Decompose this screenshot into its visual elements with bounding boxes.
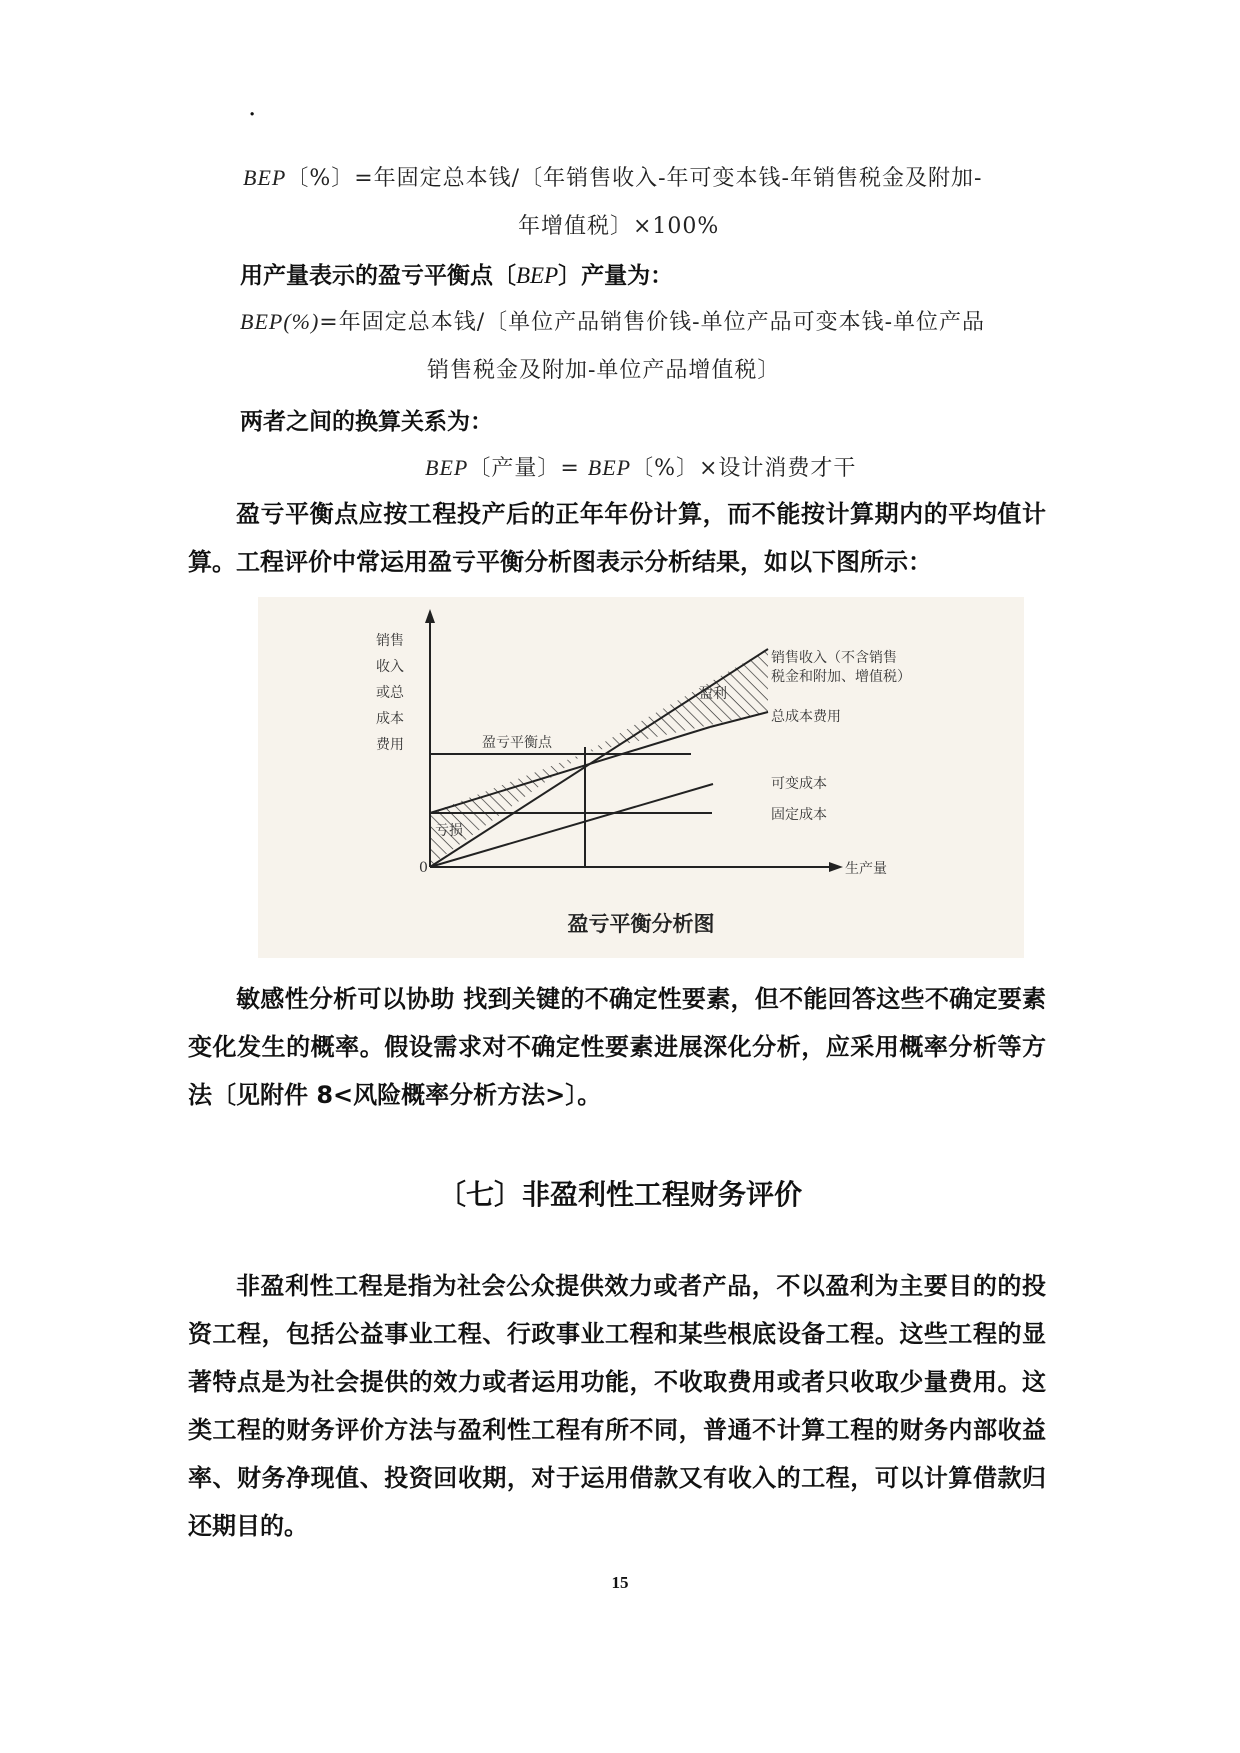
breakeven-chart <box>258 597 1024 958</box>
page-number: 15 <box>611 1573 629 1592</box>
fixed-cost-label: 固定成本 <box>771 807 827 823</box>
variable-cost-label: 可变成本 <box>771 776 827 792</box>
heading-conversion: 两者之间的换算关系为： <box>240 409 493 435</box>
formula-bep-symbol: BEP <box>243 165 287 190</box>
loss-region <box>430 753 585 866</box>
paragraph-bep: 盈亏平衡点应按工程投产后的正年年份计算，而不能按计算期内的平均值计算。工程评价中常运用盈亏平衡分析图表示分析结果，如以下图所示： <box>188 500 1046 576</box>
formula-bep-percent-line2: 年增值税〕×100% <box>518 214 720 239</box>
formula-text: 〔%〕=年固定总本钱/〔年销售收入-年可变本钱-年销售税金及附加- <box>286 166 983 191</box>
formula-bep-output-line2: 销售税金及附加-单位产品增值税〕 <box>427 358 781 383</box>
formula-bep-symbol: BEP <box>425 455 469 480</box>
breakeven-figure <box>258 597 1024 958</box>
total-cost-line <box>430 727 710 813</box>
revenue-line-label: 销售收入（不含销售 税金和附加、增值税） <box>771 650 911 685</box>
y-axis-arrow <box>425 609 435 623</box>
formula-bep-percent-line1 <box>243 161 982 192</box>
formula-bep-output-line1 <box>240 305 985 336</box>
heading-bep-output <box>240 257 673 290</box>
section-title: 〔七〕非盈利性工程财务评价 <box>437 1178 802 1211</box>
formula-text: 〔%〕×设计消费才干 <box>631 456 857 481</box>
y-axis-label: 销售 收入 或总 成本 费用 <box>376 633 404 753</box>
origin-label: 0 <box>419 860 428 876</box>
loss-label: 亏损 <box>435 823 463 839</box>
total-cost-label: 总成本费用 <box>771 709 841 725</box>
breakeven-point-label: 盈亏平衡点 <box>482 735 552 751</box>
heading-text-post: 〕产量为： <box>558 263 674 289</box>
x-axis-label: 生产量 <box>845 861 887 877</box>
paragraph-sensitivity: 敏感性分析可以协助 找到关键的不确定性要素，但不能回答这些不确定要素变化发生的概率。假设需求对不确定性要素进展深化分析，应采用概率分析等方法〔见附件 8<风险概率分析方法>〕。 <box>188 985 1046 1109</box>
formula-bep-symbol: BEP(%) <box>240 309 320 334</box>
formula-conversion <box>425 451 856 482</box>
formula-text: 〔产量〕= <box>468 456 588 481</box>
revenue-line <box>430 649 768 867</box>
heading-text-pre: 用产量表示的盈亏平衡点〔 <box>240 263 516 289</box>
x-axis-arrow <box>829 862 843 872</box>
paragraph-nonprofit: 非盈利性工程是指为社会公众提供效力或者产品，不以盈利为主要目的的投资工程，包括公益事业工程、行政事业工程和某些根底设备工程。这些工程的显著特点是为社会提供的效力或者运用功能，不收取费用或者只收取少量费用。这类工程的财务评价方法与盈利性工程有所不同，普通不计算工程的财务内部收益率、财务净现值、投资回收期，对于运用借款又有收入的工程，可以计算借款归还期目的。 <box>188 1272 1046 1540</box>
formula-bep-symbol: BEP <box>587 455 632 480</box>
profit-label: 盈利 <box>699 686 727 702</box>
chart-title: 盈亏平衡分析图 <box>567 911 715 936</box>
formula-text: =年固定总本钱/〔单位产品销售价钱-单位产品可变本钱-单位产品 <box>319 310 986 335</box>
stray-mark: . <box>248 92 257 122</box>
heading-bep-symbol: BEP <box>516 263 559 288</box>
